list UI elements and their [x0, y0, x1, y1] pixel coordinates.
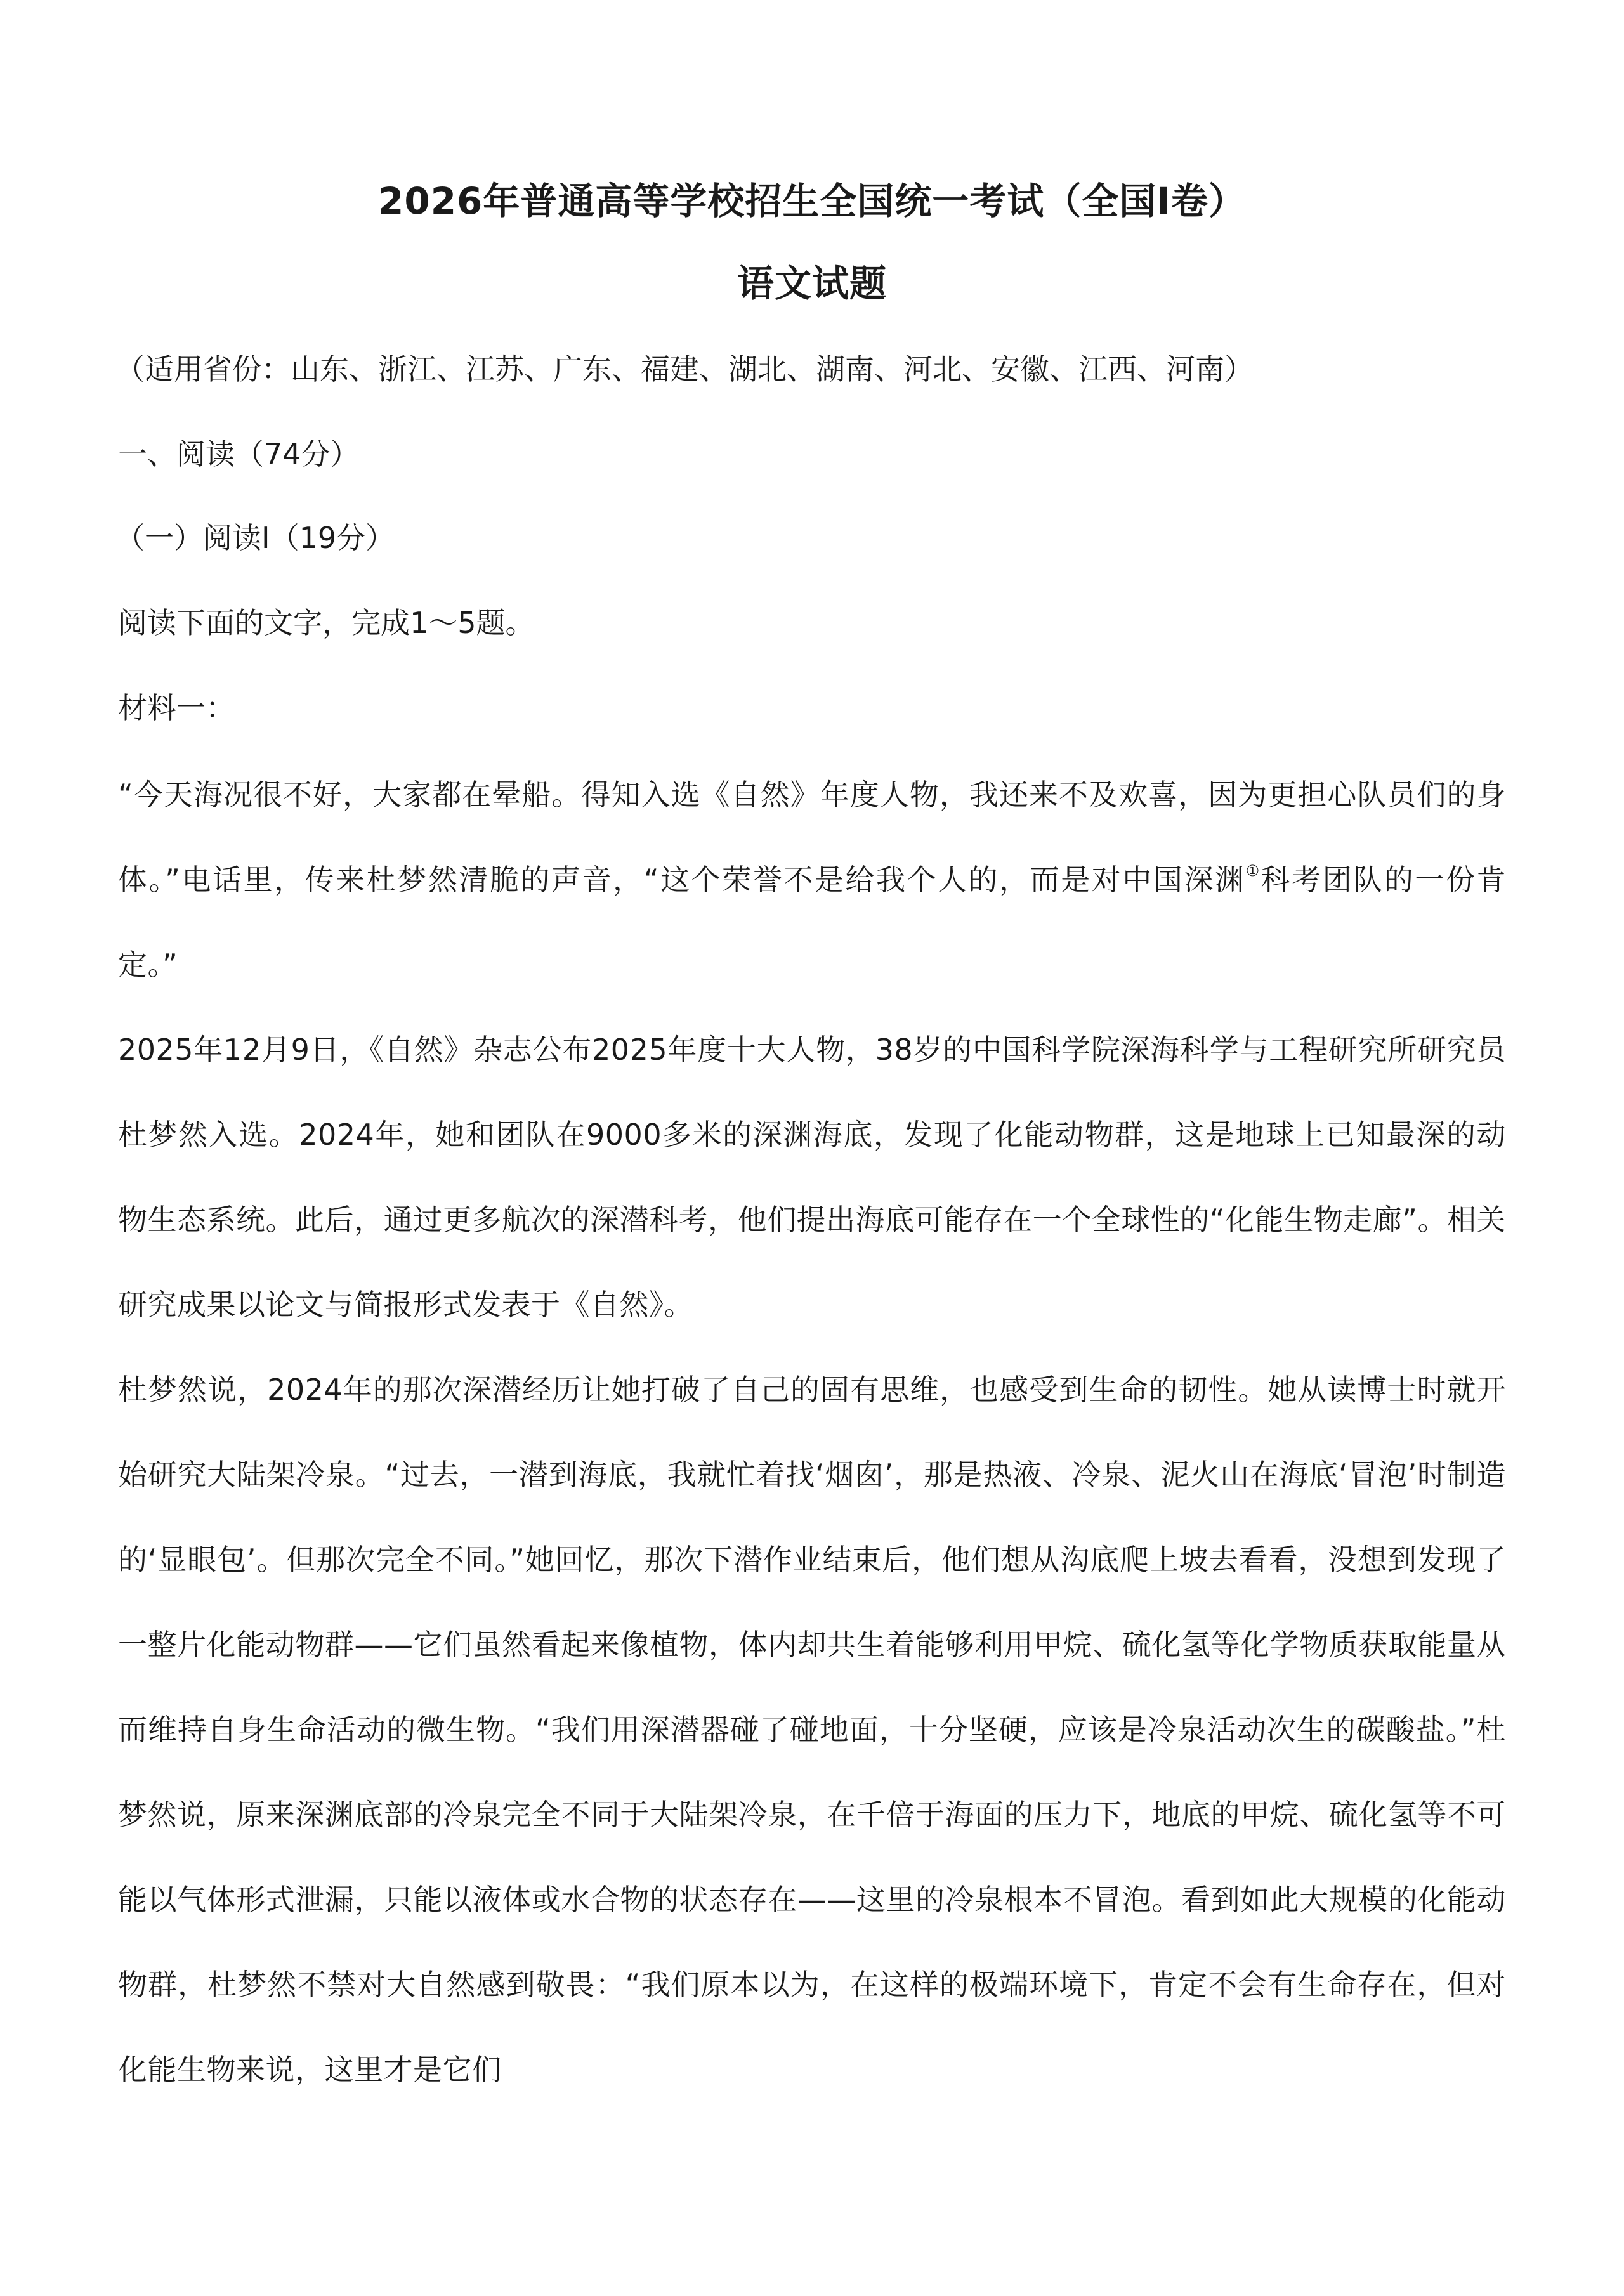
reading-instruction: 阅读下面的文字，完成1～5题。: [118, 606, 535, 640]
section-heading: 一、阅读（74分）: [118, 437, 360, 471]
footnote-marker: ①: [1245, 862, 1261, 880]
paragraph-2: 2025年12月9日，《自然》杂志公布2025年度十大人物，38岁的中国科学院深海科学与工程研究所研究员杜梦然入选。2024年，她和团队在9000多米的深渊海底，发现了化能动物群，这是地球上已知最深的动物生态系统。此后，通过更多航次的深潜科考，他们提出海底可能存在一个全球性的“化能生物走廊”。相关研究成果以论文与简报形式发表于《自然》。: [118, 1033, 1506, 1322]
material-label: 材料一：: [118, 691, 235, 725]
exam-title: 2026年普通高等学校招生全国统一考试（全国Ⅰ卷）: [377, 179, 1246, 223]
material-body: [118, 752, 1506, 2112]
subsection-heading: （一）阅读Ⅰ（19分）: [115, 521, 395, 555]
applicable-provinces: （适用省份：山东、浙江、江苏、广东、福建、湖北、湖南、河北、安徽、江西、河南）: [115, 352, 1254, 386]
paragraph-1: [118, 752, 1506, 1007]
subject-title: 语文试题: [737, 262, 887, 305]
paragraph-1-tail: 科考团队的一份肯定。”: [118, 863, 1507, 982]
paragraph-1-text: “今天海况很不好，大家都在晕船。得知入选《自然》年度人物，我还来不及欢喜，因为更担心队员们的身体。”电话里，传来杜梦然清脆的声音，“这个荣誉不是给我个人的，而是对中国深渊: [118, 778, 1506, 897]
paragraph-3: 杜梦然说，2024年的那次深潜经历让她打破了自己的固有思维，也感受到生命的韧性。她从读博士时就开始研究大陆架冷泉。“过去，一潜到海底，我就忙着找‘烟囱’，那是热液、冷泉、泥火山在海底‘冒泡’时制造的‘显眼包’。但那次完全不同。”她回忆，那次下潜作业结束后，他们想从沟底爬上坡去看看，没想到发现了一整片化能动物群——它们虽然看起来像植物，体内却共生着能够利用甲烷、硫化氢等化学物质获取能量从而维持自身生命活动的微生物。“我们用深潜器碰了碰地面，十分坚硬，应该是冷泉活动次生的碳酸盐。”杜梦然说，原来深渊底部的冷泉完全不同于大陆架冷泉，在千倍于海面的压力下，地底的甲烷、硫化氢等不可能以气体形式泄漏，只能以液体或水合物的状态存在——这里的冷泉根本不冒泡。看到如此大规模的化能动物群，杜梦然不禁对大自然感到敬畏：“我们原本以为，在这样的极端环境下，肯定不会有生命存在，但对化能生物来说，这里才是它们: [118, 1373, 1506, 2087]
